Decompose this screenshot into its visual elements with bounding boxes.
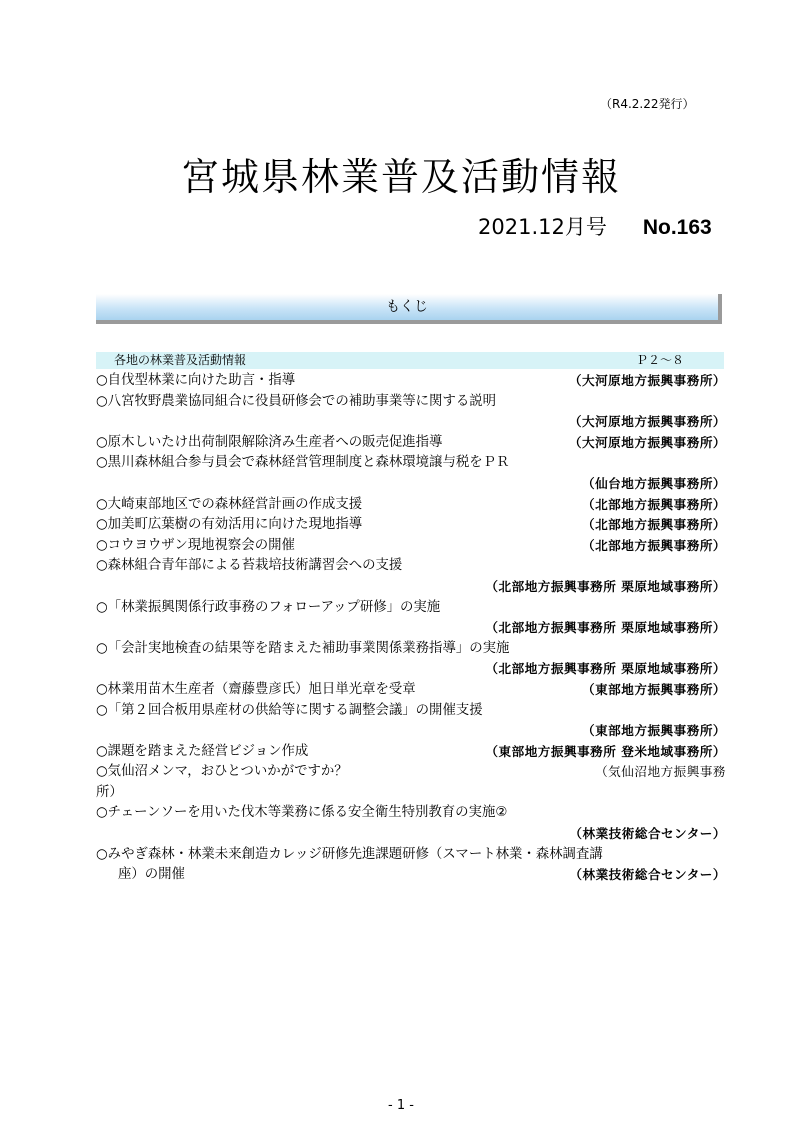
toc-row <box>96 495 728 516</box>
toc-item-office: （東部地方振興事務所） <box>581 681 726 697</box>
toc-row <box>96 392 728 413</box>
toc-item-text: ○みやぎ森林・林業未来創造カレッジ研修先進課題研修（スマート林業・森林調査講 <box>96 846 603 862</box>
toc-row <box>96 598 728 619</box>
toc-item-text: ○大崎東部地区での森林経営計画の作成支援 <box>96 496 363 512</box>
toc-item-office: （林業技術総合センター） <box>569 867 726 883</box>
page-title: 宮城県林業普及活動情報 <box>180 155 621 199</box>
toc-row <box>96 659 728 680</box>
toc-item-text: ○森林組合青年部による苔栽培技術講習会への支援 <box>96 558 403 574</box>
toc-item-text: 所） <box>96 784 123 800</box>
toc-row <box>96 783 728 804</box>
toc-row <box>96 577 728 598</box>
toc-row <box>96 371 728 392</box>
toc-row <box>96 680 728 701</box>
toc-row <box>96 824 728 845</box>
toc-item-text: ○八宮牧野農業協同組合に役員研修会での補助事業等に関する説明 <box>96 393 497 409</box>
toc-item-text: ○黒川森林組合参与員会で森林経営管理制度と森林環境譲与税をＰＲ <box>96 455 510 471</box>
toc-row <box>96 412 728 433</box>
toc-row <box>96 742 728 763</box>
toc-item-office: （北部地方振興事務所 栗原地域事務所） <box>485 661 726 677</box>
toc-row <box>96 453 728 474</box>
issue-number: No.163 <box>642 216 712 239</box>
toc-item-text: ○林業用苗木生産者（齋藤豊彦氏）旭日単光章を受章 <box>96 681 416 697</box>
toc-item-office: （仙台地方振興事務所） <box>581 475 726 491</box>
toc-item-text: ○原木しいたけ出荷制限解除済み生産者への販売促進指導 <box>96 434 443 450</box>
toc-item-office: （東部地方振興事務所 登米地域事務所） <box>485 743 726 759</box>
toc-item-office: （大河原地方振興事務所） <box>568 414 726 430</box>
toc-item-text: ○チェーンソーを用いた伐木等業務に係る安全衛生特別教育の実施② <box>96 805 508 821</box>
toc-row <box>96 721 728 742</box>
toc-item-text: ○コウヨウザン現地視察会の開催 <box>96 537 295 553</box>
toc-row <box>96 762 728 783</box>
toc-heading: もくじ <box>96 294 722 324</box>
toc-row <box>96 618 728 639</box>
toc-item-office: （北部地方振興事務所 栗原地域事務所） <box>485 620 726 636</box>
toc-item-text: ○「会計実地検査の結果等を踏まえた補助事業関係業務指導」の実施 <box>96 640 510 656</box>
toc-item-office: （東部地方振興事務所） <box>581 723 726 739</box>
toc-item-office: （北部地方振興事務所 栗原地域事務所） <box>485 578 726 594</box>
toc-item-text: ○気仙沼メンマ，おひとついかがですか？ <box>96 764 348 780</box>
toc-item-text: ○「第２回合板用県産材の供給等に関する調整会議」の開催支援 <box>96 702 483 718</box>
toc-item-text: 座）の開催 <box>118 867 185 883</box>
toc-row <box>96 865 728 886</box>
toc-item-office: （気仙沼地方振興事務 <box>595 764 726 780</box>
section-pages: Ｐ２～８ <box>636 353 685 367</box>
toc-item-text: ○課題を踏まえた経営ビジョン作成 <box>96 743 309 759</box>
page-number: - 1 - <box>388 1098 414 1113</box>
toc-item-text: ○「林業振興関係行政事務のフォローアップ研修」の実施 <box>96 599 441 615</box>
toc-row <box>96 701 728 722</box>
toc-row <box>96 433 728 454</box>
toc-item-office: （大河原地方振興事務所） <box>568 434 726 450</box>
toc-item-text: ○自伐型林業に向けた助言・指導 <box>96 373 296 388</box>
toc-item-office: （北部地方振興事務所） <box>581 496 726 512</box>
toc-row <box>96 639 728 660</box>
toc-item-text: ○加美町広葉樹の有効活用に向けた現地指導 <box>96 517 363 533</box>
toc-item-office: （林業技術総合センター） <box>569 826 726 842</box>
toc-item-office: （大河原地方振興事務所） <box>568 373 726 388</box>
toc-row <box>96 556 728 577</box>
section-header <box>96 352 724 369</box>
issue-info <box>478 211 728 241</box>
issue-date: 2021.12月号 <box>478 215 607 239</box>
toc-row <box>96 845 728 866</box>
issue-date-note: （R4.2.22発行） <box>600 97 695 111</box>
section-label: 各地の林業普及活動情報 <box>114 353 247 367</box>
toc-item-office: （北部地方振興事務所） <box>581 537 726 553</box>
toc-row <box>96 474 728 495</box>
toc-row <box>96 536 728 557</box>
toc-list <box>96 371 728 886</box>
toc-row <box>96 803 728 824</box>
toc-item-office: （北部地方振興事務所） <box>581 517 726 533</box>
toc-row <box>96 515 728 536</box>
